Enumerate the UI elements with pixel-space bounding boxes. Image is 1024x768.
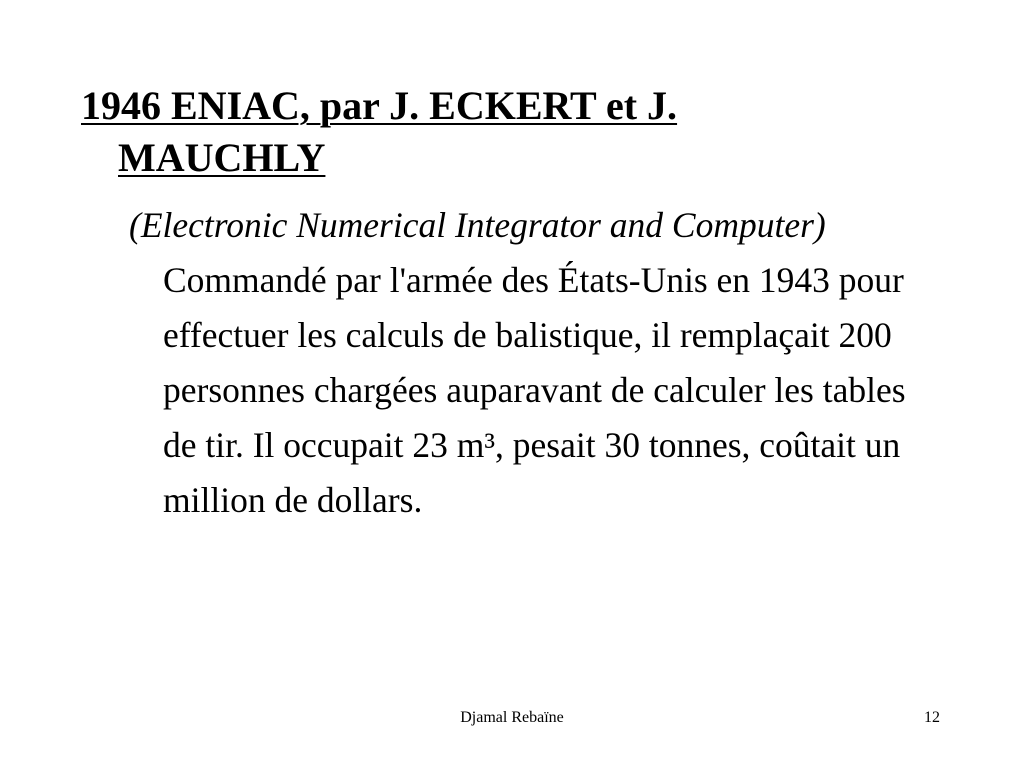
page-number: 12 — [924, 709, 940, 726]
slide-description: Commandé par l'armée des États-Unis en 1943 pour effectuer les calculs de balistique, il remplaçait 200 personnes chargées auparavant de calculer les tables de tir. Il occupait 23 m³, pesait 30 tonnes, coûtait un million de dollars. — [163, 260, 906, 520]
slide-heading: 1946 ENIAC, par J. ECKERT et J. MAUCHLY — [81, 83, 678, 180]
slide-subtitle: (Electronic Numerical Integrator and Computer) — [129, 205, 826, 245]
footer-author: Djamal Rebaïne — [460, 709, 564, 726]
slide-body — [129, 198, 929, 528]
